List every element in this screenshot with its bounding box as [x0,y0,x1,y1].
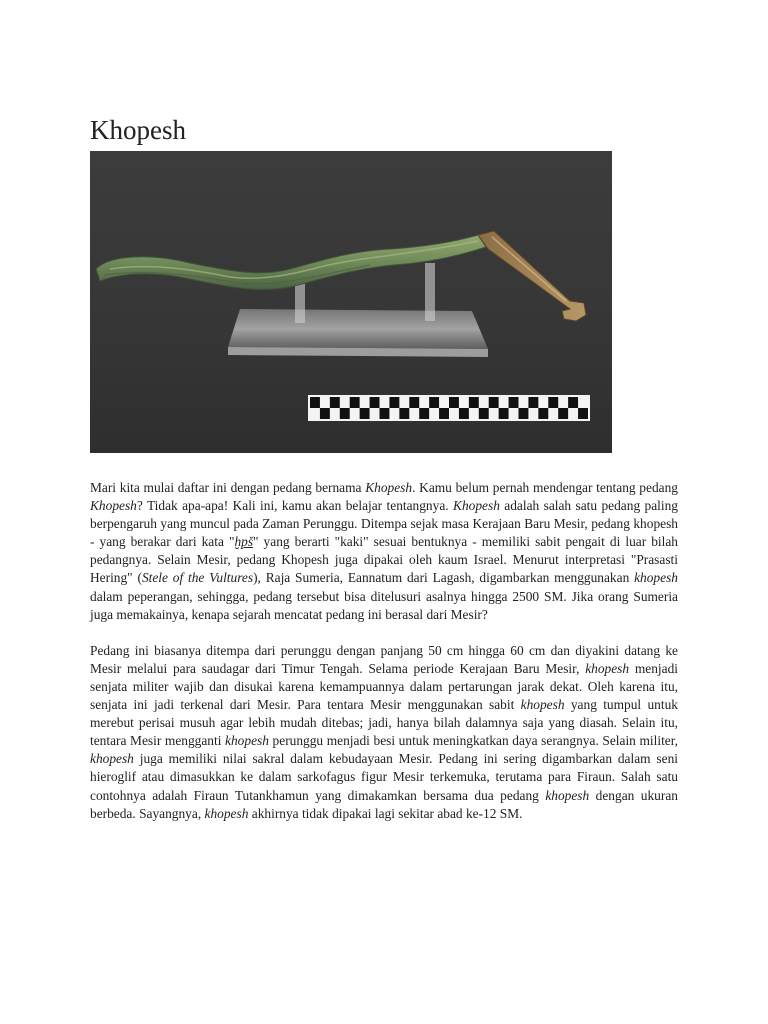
text-run: perunggu menjadi besi untuk meningkatkan daya serangnya. Selain militer, [268,733,679,749]
scale-square [360,408,370,419]
italic-term: khopesh [545,787,590,803]
italic-term: khopesh [225,733,269,749]
article-title: Khopesh [90,115,186,145]
scale-square [409,397,419,408]
italic-term: Stele of the Vultures [141,570,254,586]
egyptian-word: ḫpš [234,534,254,550]
scale-square [380,408,390,419]
scale-square [548,397,558,408]
text-run: " yang berarti "kaki" sesuai bentuknya - memiliki sabit pengait di luar bilah pedangnya. Selain Mesir, pedang Khopesh juga dipakai oleh kaum Israel. Menurut interpretasi "Prasasti Hering" ( [90,534,679,586]
scale-square [449,397,459,408]
italic-term: khopesh [204,805,249,821]
text-run: adalah salah satu pedang paling berpengaruh yang muncul pada Zaman Perunggu. Ditempa sejak masa Kerajaan Baru Mesir, pedang khopesh - yang berakar dari kata " [90,498,678,550]
scale-square [370,397,380,408]
italic-term: khopesh [634,570,678,586]
scale-square [419,408,429,419]
scale-square [310,397,320,408]
text-run: dengan ukuran berbeda. Sayangnya, [90,787,678,821]
scale-square [330,397,340,408]
scale-square [528,397,538,408]
paragraph-1 [90,479,678,624]
text-run: . Kamu belum pernah mendengar tentang pedang [412,480,678,495]
scale-square [350,397,360,408]
scale-square [509,397,519,408]
scale-square [389,397,399,408]
text-run: ), Raja Sumeria, Eannatum dari Lagash, digambarkan menggunakan [253,570,635,586]
scale-square [519,408,529,419]
scale-square [439,408,449,419]
scale-square [568,397,578,408]
scale-square [469,397,479,408]
text-run: dalam peperangan, sehingga, pedang tersebut bisa ditelusuri asalnya hingga 2500 SM. Jika orang Sumeria juga memakainya, kenapa sejarah mencatat pedang ini berasal dari Mesir? [90,588,678,622]
text-run: akhirnya tidak dipakai lagi sekitar abad ke-12 SM. [248,805,523,821]
text-run: Pedang ini biasanya ditempa dari perunggu dengan panjang 50 cm hingga 60 cm dan diyakini datang ke Mesir melalui para saudagar dari Timur Tengah. Selama periode Kerajaan Baru Mesir, [90,642,678,676]
scale-square [499,408,509,419]
italic-term: khopesh [90,751,134,767]
scale-square [399,408,409,419]
scale-square [489,397,499,408]
text-run: menjadi senjata militer wajib dan disukai karena kemampuannya dalam pertarungan jarak dekat. Oleh karena itu, senjata ini jadi terkenal dari Mesir. Para tentara Mesir menggunakan sabit [90,660,679,713]
scale-square [558,408,568,419]
paragraph-2 [90,642,678,823]
scale-square [578,408,588,419]
khopesh-photo [90,151,612,453]
text-run: juga memiliki nilai sakral dalam kebudayaan Mesir. Pedang ini sering digambarkan dalam seni hieroglif atau dimasukkan ke dalam sarkofagus figur Mesir terkemuka, terutama para Firaun. Salah satu contohnya adalah Firaun Tutankhamun yang dimakamkan bersama dua pedang [90,751,678,803]
italic-term: khopesh [585,660,630,676]
italic-term: Khopesh [90,498,137,514]
italic-term: Khopesh [365,480,413,495]
article [90,112,678,823]
scale-square [479,408,489,419]
scale-square [429,397,439,408]
scale-square [538,408,548,419]
text-run: Mari kita mulai daftar ini dengan pedang bernama [90,480,366,495]
text-run: yang tumpul untuk merebut perisai musuh agar lebih mudah ditebas; jadi, hanya bilah dalamnya saja yang diasah. Selain itu, tentara Mesir mengganti [90,697,678,749]
scale-square [320,408,330,419]
text-run: ? Tidak apa-apa! Kali ini, kamu akan belajar tentangnya. [136,498,454,514]
italic-term: khopesh [520,697,565,713]
scale-square [459,408,469,419]
scale-square [340,408,350,419]
italic-term: Khopesh [453,498,500,514]
scale-bar [308,395,590,421]
